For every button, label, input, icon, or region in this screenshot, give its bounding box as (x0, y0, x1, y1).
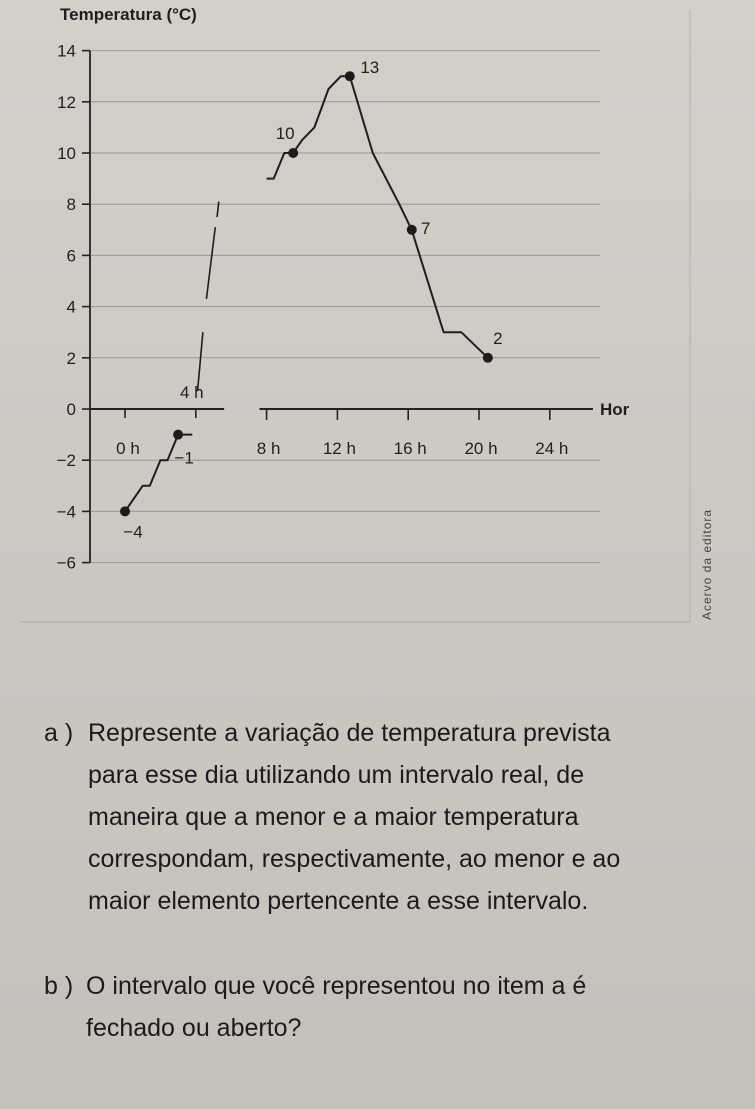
y-tick-label: −4 (56, 502, 76, 522)
question-a-line: correspondam, respectivamente, ao menor e ao (88, 845, 621, 873)
x-tick-label: 8 h (256, 439, 281, 458)
question-a-line: maior elemento pertencente a esse intervalo. (88, 887, 589, 915)
y-tick-label: 6 (66, 246, 76, 266)
question-a-line: para esse dia utilizando um intervalo real, de (88, 761, 585, 789)
data-point (345, 71, 355, 81)
data-point (483, 353, 493, 363)
x-tick-label: 20 h (464, 439, 498, 458)
question-a (44, 712, 738, 922)
data-point-label: 7 (421, 218, 431, 238)
x-tick-label: 0 h (116, 439, 140, 458)
data-point-label: −4 (123, 522, 143, 542)
question-a-line: maneira que a menor e a maior temperatura (88, 803, 579, 831)
x-tick-label: 16 h (393, 439, 427, 458)
x-axis-unit-label: Hor (600, 400, 630, 419)
gap-stroke (206, 227, 215, 299)
y-tick-label: 10 (57, 144, 76, 163)
y-tick-label: −2 (56, 451, 76, 471)
y-tick-label: 2 (66, 348, 76, 368)
y-tick-label: 14 (57, 41, 76, 61)
y-tick-label: 0 (66, 400, 76, 419)
data-point (407, 225, 417, 235)
x-tick-label: 24 h (535, 439, 569, 458)
question-a-line: Represente a variação de temperatura prevista (88, 719, 611, 747)
y-tick-label: 8 (66, 195, 76, 215)
data-point (120, 506, 130, 516)
data-point-label: −1 (174, 448, 194, 468)
data-point-label: 2 (493, 328, 503, 348)
y-tick-label: 4 (66, 297, 76, 317)
question-a-label: a ) (44, 719, 74, 747)
chart-title: Temperatura (°C) (60, 5, 197, 24)
y-tick-label: 12 (57, 92, 76, 112)
series-line-late (267, 76, 488, 358)
question-b-line: fechado ou aberto? (86, 1014, 302, 1042)
chart-grid (20, 10, 690, 622)
x-tick-label: 4 h (179, 383, 204, 402)
data-point (173, 430, 183, 440)
y-tick-label: −6 (56, 553, 76, 573)
data-point (288, 148, 298, 158)
image-credit: Acervo da editora (700, 508, 714, 620)
question-b-label: b ) (44, 972, 74, 1000)
question-b (44, 965, 736, 1049)
data-point-label: 13 (360, 58, 380, 78)
x-tick-label: 12 h (322, 439, 356, 458)
data-point-label: 10 (275, 124, 295, 143)
question-b-line: O intervalo que você representou no item a é (86, 972, 587, 1000)
